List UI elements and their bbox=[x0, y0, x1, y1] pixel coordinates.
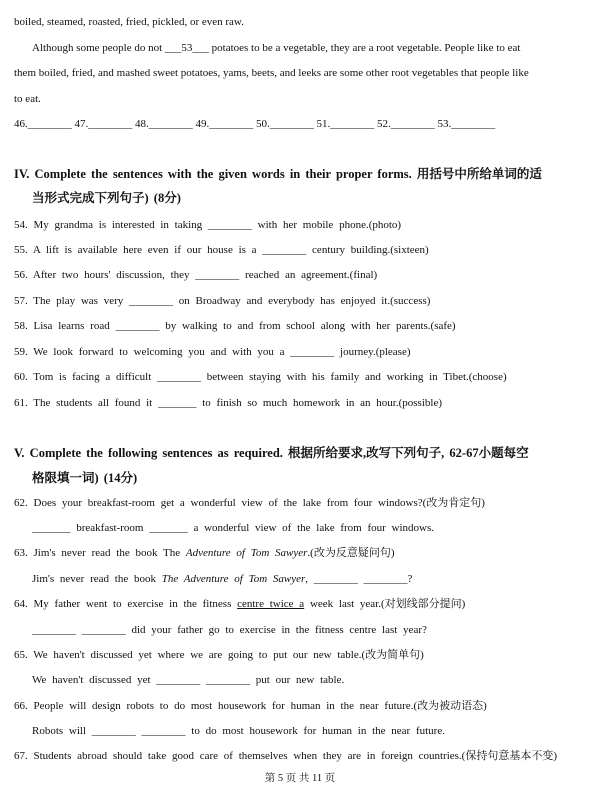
section-5-heading: V. Complete the following sentences as required. 根据所给要求,改写下列句子, 62-67小题每空 bbox=[14, 446, 529, 460]
q63-answer-post: , ________ ________? bbox=[305, 573, 413, 585]
q63-answer-pre: Jim's never read the book bbox=[32, 573, 162, 585]
section-4-heading-cont: 当形式完成下列句子) (8分) bbox=[32, 191, 181, 205]
question-54: 54. My grandma is interested in taking ________ with her mobile phone.(photo) bbox=[14, 219, 402, 231]
question-65-answer: We haven't discussed yet ________ ________ put our new table. bbox=[32, 674, 345, 686]
section-5-heading-cont: 格限填一词) (14分) bbox=[32, 471, 138, 485]
q63-title: Adventure of Tom Sawyer bbox=[185, 547, 308, 559]
section-4-heading: IV. Complete the sentences with the given words in their proper forms. 用括号中所给单词的适 bbox=[14, 167, 542, 181]
question-57: 57. The play was very ________ on Broadway and everybody has enjoyed it.(success) bbox=[14, 295, 431, 307]
passage-line-4: to eat. bbox=[14, 93, 41, 105]
question-62-answer: _______ breakfast-room _______ a wonderful view of the lake from four windows. bbox=[32, 522, 435, 534]
question-63-answer bbox=[32, 572, 412, 586]
question-66-answer: Robots will ________ ________ to do most housework for human in the near future. bbox=[32, 725, 445, 737]
passage-line-2: Although some people do not ___53___ potatoes to be a vegetable, they are a root vegetable. People like to eat bbox=[32, 42, 521, 54]
question-58: 58. Lisa learns road ________ by walking to and from school along with her parents.(safe) bbox=[14, 320, 456, 332]
question-67: 67. Students abroad should take good care of themselves when they are in foreign countries.(保持句意基本不变) bbox=[14, 750, 557, 762]
q64-pre: 64. My father went to exercise in the fitness bbox=[14, 598, 238, 610]
passage-line-1: boiled, steamed, roasted, fried, pickled, or even raw. bbox=[14, 16, 244, 28]
answer-row: 46.________ 47.________ 48.________ 49.________ 50.________ 51.________ 52.________ 53.________ bbox=[14, 118, 496, 130]
question-60: 60. Tom is facing a difficult ________ between staying with his family and working in Tibet.(choose) bbox=[14, 371, 507, 383]
question-59: 59. We look forward to welcoming you and with you a ________ journey.(please) bbox=[14, 346, 411, 358]
question-66: 66. People will design robots to do most housework for human in the near future.(改为被动语态) bbox=[14, 700, 487, 712]
question-64 bbox=[14, 597, 465, 611]
question-56: 56. After two hours' discussion, they ________ reached an agreement.(final) bbox=[14, 269, 378, 281]
q64-underlined: centre twice a bbox=[237, 598, 305, 610]
q63-post: .(改为反意疑问句) bbox=[307, 547, 395, 559]
question-62: 62. Does your breakfast-room get a wonderful view of the lake from four windows?(改为肯定句) bbox=[14, 497, 485, 509]
question-64-answer: ________ ________ did your father go to exercise in the fitness centre last year? bbox=[32, 624, 427, 636]
page-footer: 第 5 页 共 11 页 bbox=[264, 773, 336, 784]
question-63 bbox=[14, 546, 394, 560]
question-61: 61. The students all found it _______ to finish so much homework in an hour.(possible) bbox=[14, 397, 442, 409]
passage-line-3: them boiled, fried, and mashed sweet potatoes, yams, beets, and leeks are some other root vegetables that people like bbox=[14, 67, 529, 79]
question-65: 65. We haven't discussed yet where we are going to put our new table.(改为简单句) bbox=[14, 649, 424, 661]
question-55: 55. A lift is available here even if our house is a ________ century building.(sixteen) bbox=[14, 244, 429, 256]
q63-answer-title: The Adventure of Tom Sawyer bbox=[161, 573, 306, 585]
q63-pre: 63. Jim's never read the book The bbox=[14, 547, 186, 559]
q64-post: week last year.(对划线部分提问) bbox=[304, 598, 466, 610]
